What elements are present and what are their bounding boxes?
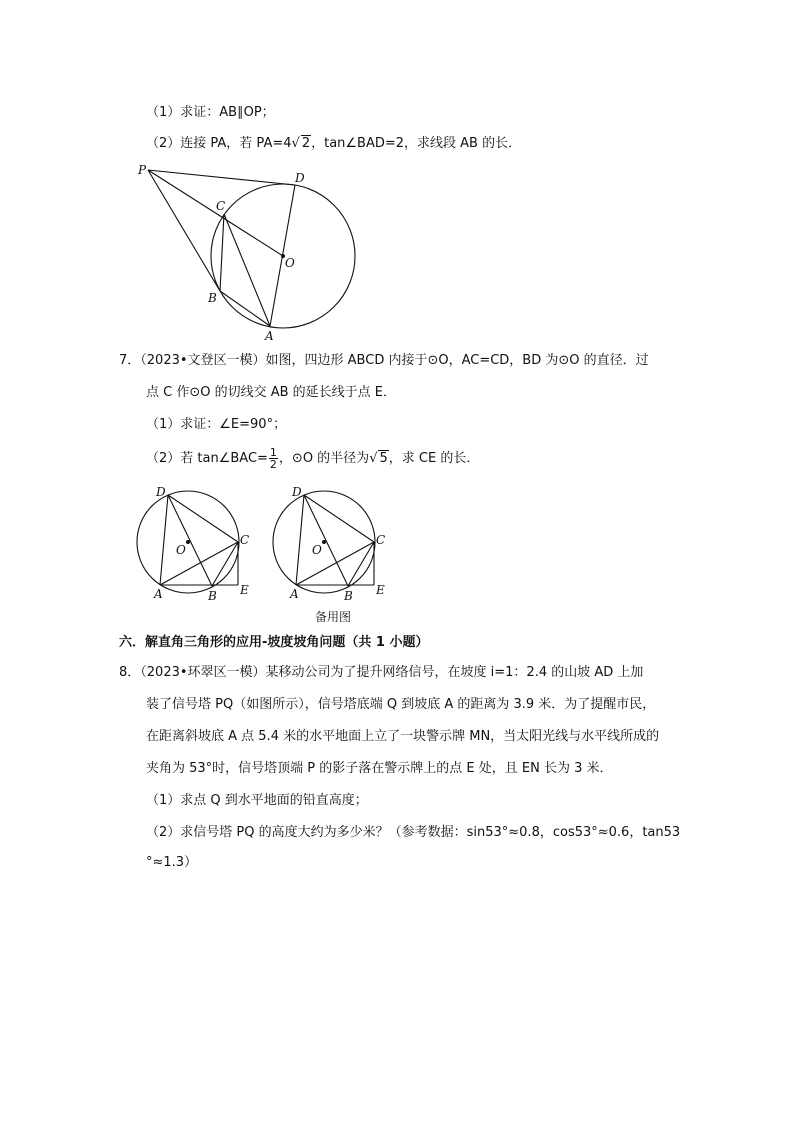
q7-figure-main <box>130 482 260 602</box>
q6-label-o: O <box>285 256 295 270</box>
q6-label-d: D <box>295 171 305 185</box>
q7-spare-line-da <box>296 495 304 585</box>
q7-part2-text-c: ，求 CE 的长． <box>388 451 480 466</box>
q6-part2-text-a: （2）连接 PA，若 PA=4 <box>146 136 292 151</box>
q7-label-b: B <box>208 589 217 602</box>
q7-spare-label-a: A <box>290 587 299 601</box>
q7-spare-label-o: O <box>312 543 322 557</box>
q6-label-p: P <box>138 163 147 177</box>
q7-line-ac <box>160 542 238 585</box>
q6-part1: （1）求证：AB∥OP； <box>146 105 275 120</box>
q6-line-po <box>148 170 283 256</box>
fraction-numerator: 1 <box>269 446 277 459</box>
sqrt-symbol: √ <box>369 451 378 466</box>
q8-stem-line4: 夹角为 53°时，信号塔顶端 P 的影子落在警示牌上的点 E 处，且 EN 长为 3 米． <box>146 761 613 776</box>
q7-spare-line-db <box>304 495 348 586</box>
q6-label-a: A <box>265 329 274 343</box>
q6-line-cb <box>220 214 224 291</box>
q6-line-ca <box>224 214 270 326</box>
q6-label-c: C <box>216 199 226 213</box>
q7-spare-line-ac <box>296 542 374 585</box>
q7-spare-caption: 备用图 <box>315 610 352 624</box>
q7-label-d: D <box>156 485 166 499</box>
fraction-denominator: 2 <box>269 458 277 471</box>
q7-part2-text-b: ，⊙O 的半径为 <box>278 451 370 466</box>
section6-heading: 六．解直角三角形的应用-坡度坡角问题（共 1 小题） <box>119 635 429 650</box>
q6-part2-text-b: ，tan∠BAD=2，求线段 AB 的长． <box>311 136 522 151</box>
sqrt-symbol: √ <box>291 136 300 151</box>
q7-spare-label-e: E <box>376 583 385 597</box>
q7-stem-line2: 点 C 作⊙O 的切线交 AB 的延长线于点 E． <box>146 385 397 400</box>
q7-label-o: O <box>176 543 186 557</box>
q7-center-dot <box>186 540 190 544</box>
q7-spare-center-dot <box>322 540 326 544</box>
q6-line-pb <box>148 170 220 291</box>
q7-figure-spare <box>266 482 396 602</box>
q7-spare-label-b: B <box>344 589 353 602</box>
q7-line-da <box>160 495 168 585</box>
q7-label-e: E <box>240 583 249 597</box>
q6-figure <box>130 160 370 345</box>
q7-stem-line1: 7．（2023•文登区一模）如图，四边形 ABCD 内接于⊙O，AC=CD，BD 为⊙O 的直径．过 <box>119 353 649 368</box>
q7-fraction <box>269 447 278 470</box>
q8-stem-line3: 在距离斜坡底 A 点 5.4 米的水平地面上立了一块警示牌 MN，当太阳光线与水平线所成的 <box>146 729 660 744</box>
q8-stem-line1: 8．（2023•环翠区一模）某移动公司为了提升网络信号，在坡度 i=1：2.4 的山坡 AD 上加 <box>119 665 644 680</box>
q7-spare-label-c: C <box>376 533 386 547</box>
q7-part2-text-a: （2）若 tan∠BAC= <box>146 451 268 466</box>
q8-part2-cont: °≈1.3） <box>146 855 198 870</box>
q7-spare-label-d: D <box>292 485 302 499</box>
q6-line-pd <box>148 170 295 185</box>
q7-spare-line-dc <box>304 495 374 542</box>
q8-part1: （1）求点 Q 到水平地面的铅直高度； <box>146 793 368 808</box>
q7-part1: （1）求证：∠E=90°； <box>146 417 287 432</box>
q7-line-db <box>168 495 212 586</box>
q7-label-a: A <box>154 587 163 601</box>
q6-part2-sqrt-value: 2 <box>301 136 311 151</box>
q6-label-b: B <box>208 291 217 305</box>
q7-part2 <box>146 446 479 472</box>
q7-line-dc <box>168 495 238 542</box>
q7-part2-sqrt-value: 5 <box>379 451 388 466</box>
q7-label-c: C <box>240 533 250 547</box>
q8-part2: （2）求信号塔 PQ 的高度大约为多少米？（参考数据：sin53°≈0.8，cos53°≈0.6，tan53 <box>146 825 681 840</box>
q6-part2 <box>146 135 521 153</box>
q8-stem-line2: 装了信号塔 PQ（如图所示），信号塔底端 Q 到坡底 A 的距离为 3.9 米．为了提醒市民， <box>146 697 656 712</box>
